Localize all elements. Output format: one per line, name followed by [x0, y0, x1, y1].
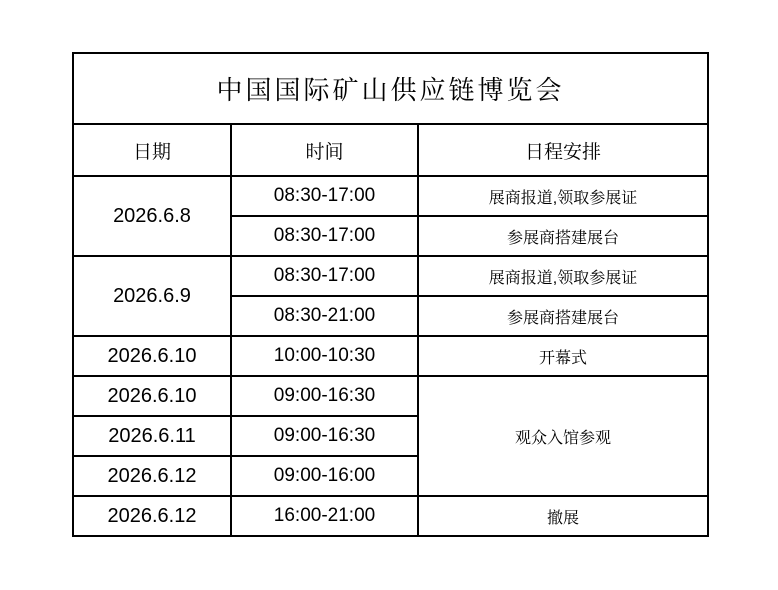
header-date: 日期 — [73, 124, 231, 176]
table-row — [73, 336, 708, 376]
table-row — [73, 496, 708, 536]
date-cell: 2026.6.11 — [73, 416, 231, 456]
header-schedule: 日程安排 — [418, 124, 708, 176]
time-cell: 08:30-17:00 — [231, 176, 418, 216]
date-cell: 2026.6.9 — [73, 256, 231, 336]
schedule-cell: 参展商搭建展台 — [418, 216, 708, 256]
schedule-cell: 开幕式 — [418, 336, 708, 376]
time-cell: 10:00-10:30 — [231, 336, 418, 376]
table-row — [73, 376, 708, 416]
schedule-cell: 展商报道,领取参展证 — [418, 176, 708, 216]
header-time: 时间 — [231, 124, 418, 176]
schedule-cell: 展商报道,领取参展证 — [418, 256, 708, 296]
time-cell: 08:30-21:00 — [231, 296, 418, 336]
header-row — [73, 124, 708, 176]
schedule-cell: 参展商搭建展台 — [418, 296, 708, 336]
time-cell: 16:00-21:00 — [231, 496, 418, 536]
date-cell: 2026.6.12 — [73, 496, 231, 536]
schedule-cell: 撤展 — [418, 496, 708, 536]
date-cell: 2026.6.8 — [73, 176, 231, 256]
date-cell: 2026.6.10 — [73, 376, 231, 416]
schedule-cell: 观众入馆参观 — [418, 376, 708, 496]
time-cell: 08:30-17:00 — [231, 256, 418, 296]
time-cell: 09:00-16:00 — [231, 456, 418, 496]
table-row — [73, 176, 708, 216]
table-row — [73, 256, 708, 296]
schedule-table — [72, 52, 709, 537]
time-cell: 09:00-16:30 — [231, 416, 418, 456]
date-cell: 2026.6.10 — [73, 336, 231, 376]
date-cell: 2026.6.12 — [73, 456, 231, 496]
time-cell: 09:00-16:30 — [231, 376, 418, 416]
table-title: 中国国际矿山供应链博览会 — [73, 53, 708, 124]
title-row — [73, 53, 708, 124]
time-cell: 08:30-17:00 — [231, 216, 418, 256]
